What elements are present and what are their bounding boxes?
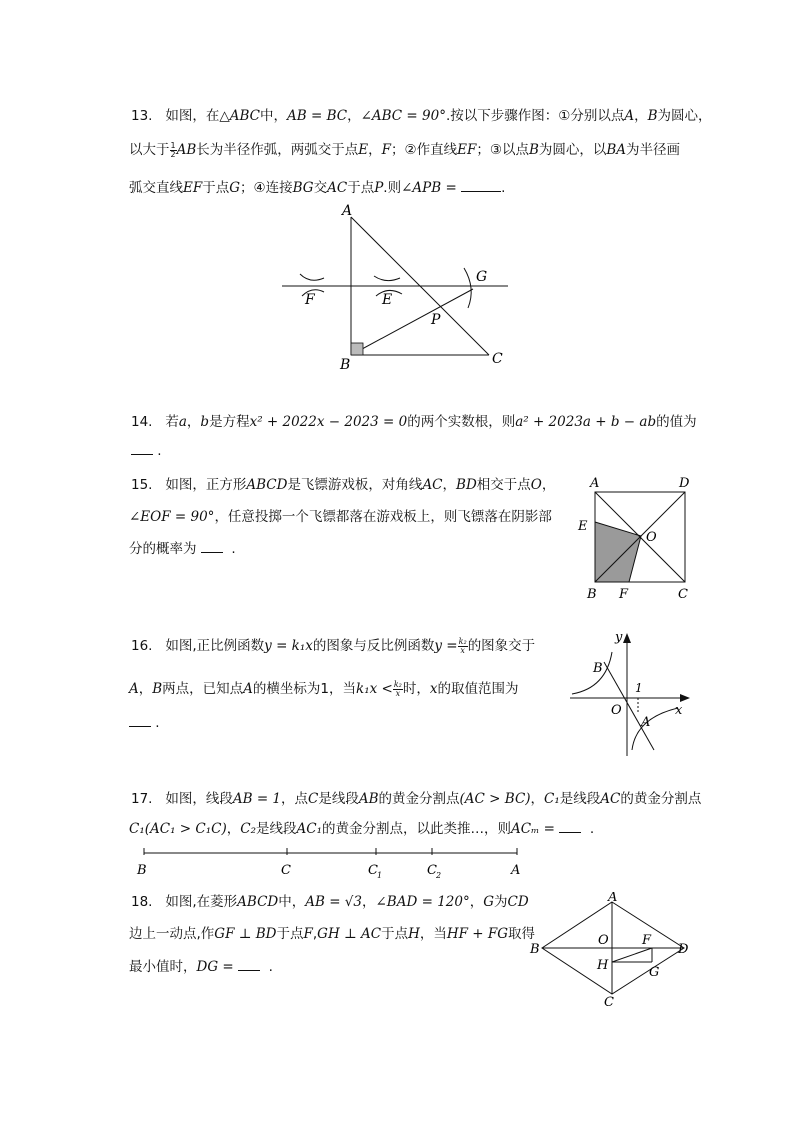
fraction-one-half: $\frac{1}{2}$ bbox=[170, 140, 176, 159]
label-A: A bbox=[641, 715, 651, 730]
q15-line2: ∠EOF = 90°，任意投掷一个飞镖都落在游戏板上，则飞镖落在阴影部 bbox=[129, 509, 552, 525]
q14-line1: 14. 若a，b是方程x² + 2022x − 2023 = 0的两个实数根，则a² + 2023a + b − ab的值为 bbox=[131, 414, 697, 430]
label-A: A bbox=[511, 863, 521, 878]
label-C: C bbox=[678, 587, 688, 602]
label-1: 1 bbox=[635, 681, 643, 695]
q18-line1: 18. 如图,在菱形ABCD中，AB = √3，∠BAD = 120°，G为CD bbox=[131, 894, 529, 910]
label-G: G bbox=[649, 965, 660, 980]
label-P: P bbox=[431, 312, 441, 328]
label-B: B bbox=[137, 863, 147, 878]
x-axis-arrow bbox=[680, 694, 690, 702]
label-y: y bbox=[615, 630, 623, 645]
q17-line1: 17. 如图，线段AB = 1，点C是线段AB的黄金分割点(AC > BC)，C₁是线段AC的黄金分割点 bbox=[131, 791, 702, 807]
label-F: F bbox=[619, 587, 629, 602]
label-H: H bbox=[597, 958, 609, 973]
label-B: B bbox=[587, 587, 597, 602]
label-F: F bbox=[642, 933, 652, 948]
q16-line3: . bbox=[129, 714, 160, 731]
label-C2-sub: 2 bbox=[436, 871, 442, 879]
label-A: A bbox=[342, 203, 353, 219]
label-C: C bbox=[281, 863, 291, 878]
label-C1-sub: 1 bbox=[377, 871, 383, 879]
label-x: x bbox=[675, 703, 683, 718]
label-O: O bbox=[611, 703, 622, 718]
q15-line3: 分的概率为 . bbox=[129, 541, 236, 557]
answer-blank[interactable] bbox=[129, 714, 151, 727]
label-F: F bbox=[305, 292, 315, 308]
label-C: C bbox=[604, 995, 614, 1008]
fraction-k2-over-x: $\frac{\text{k₂}}{x}$ bbox=[458, 636, 467, 655]
q15-line1: 15. 如图，正方形ABCD是飞镖游戏板，对角线AC，BD相交于点O， bbox=[131, 477, 556, 493]
label-D: D bbox=[678, 942, 689, 957]
label-B: B bbox=[593, 661, 603, 676]
fraction-k2-over-x: $\frac{\text{k₂}}{x}$ bbox=[393, 679, 402, 698]
q16-line1: 16. 如图,正比例函数y = k₁x的图象与反比例函数y = $\frac{\text{k₂}}{x}$ 的图象交于 bbox=[131, 636, 536, 655]
answer-blank[interactable] bbox=[201, 540, 223, 553]
label-C1: C bbox=[368, 863, 378, 878]
arc-g bbox=[464, 268, 471, 308]
q13-line1: 13. 如图，在△ABC中，AB = BC，∠ABC = 90°.按以下步骤作图：①分别以点A，B为圆心， bbox=[131, 108, 712, 124]
label-B: B bbox=[530, 942, 540, 957]
answer-blank[interactable] bbox=[559, 820, 581, 833]
label-G: G bbox=[476, 269, 488, 285]
q18-figure bbox=[528, 892, 698, 1008]
label-O: O bbox=[598, 933, 609, 948]
segment-hf bbox=[612, 948, 652, 962]
arc-f bbox=[300, 274, 324, 280]
q13-figure bbox=[278, 200, 518, 375]
label-B: B bbox=[340, 357, 351, 373]
label-A: A bbox=[608, 892, 618, 905]
answer-blank[interactable] bbox=[461, 179, 501, 192]
hyperbola-branch-2 bbox=[572, 652, 612, 694]
q16-line2: A，B两点，已知点A的横坐标为1，当k₁x < $\frac{\text{k₂}}{x}$ 时，x的取值范围为 bbox=[129, 679, 519, 698]
y-axis-arrow bbox=[623, 633, 631, 643]
q17-figure bbox=[130, 843, 530, 879]
q17-line2: C₁(AC₁ > C₁C)，C₂是线段AC₁的黄金分割点，以此类推…，则ACₘ = . bbox=[129, 821, 595, 837]
answer-blank[interactable] bbox=[238, 958, 260, 971]
label-O: O bbox=[646, 530, 657, 545]
q14-line2: . bbox=[131, 442, 162, 459]
q13-line3: 弧交直线EF于点G；④连接BG交AC于点P.则∠APB = . bbox=[129, 180, 506, 196]
line-bg bbox=[351, 289, 473, 355]
label-A: A bbox=[590, 476, 600, 491]
label-C2: C bbox=[427, 863, 437, 878]
answer-blank[interactable] bbox=[131, 442, 153, 455]
hyperbola-branch-4 bbox=[632, 708, 678, 750]
label-E: E bbox=[578, 519, 588, 534]
label-D: D bbox=[679, 476, 690, 491]
q15-figure bbox=[575, 474, 695, 602]
q18-line2: 边上一动点,作GF ⊥ BD于点F,GH ⊥ AC于点H，当HF + FG取得 bbox=[129, 926, 536, 942]
q18-line3: 最小值时，DG = . bbox=[129, 959, 273, 975]
arc-e bbox=[374, 276, 400, 281]
q13-line2: 以大于 $\frac{1}{2}$ AB长为半径作弧，两弧交于点E，F；②作直线EF；③以点B为圆心，以BA为半径画 bbox=[129, 140, 681, 159]
label-E: E bbox=[382, 292, 393, 308]
right-angle-mark bbox=[351, 343, 363, 355]
q16-figure bbox=[566, 628, 696, 760]
label-C: C bbox=[492, 351, 503, 367]
